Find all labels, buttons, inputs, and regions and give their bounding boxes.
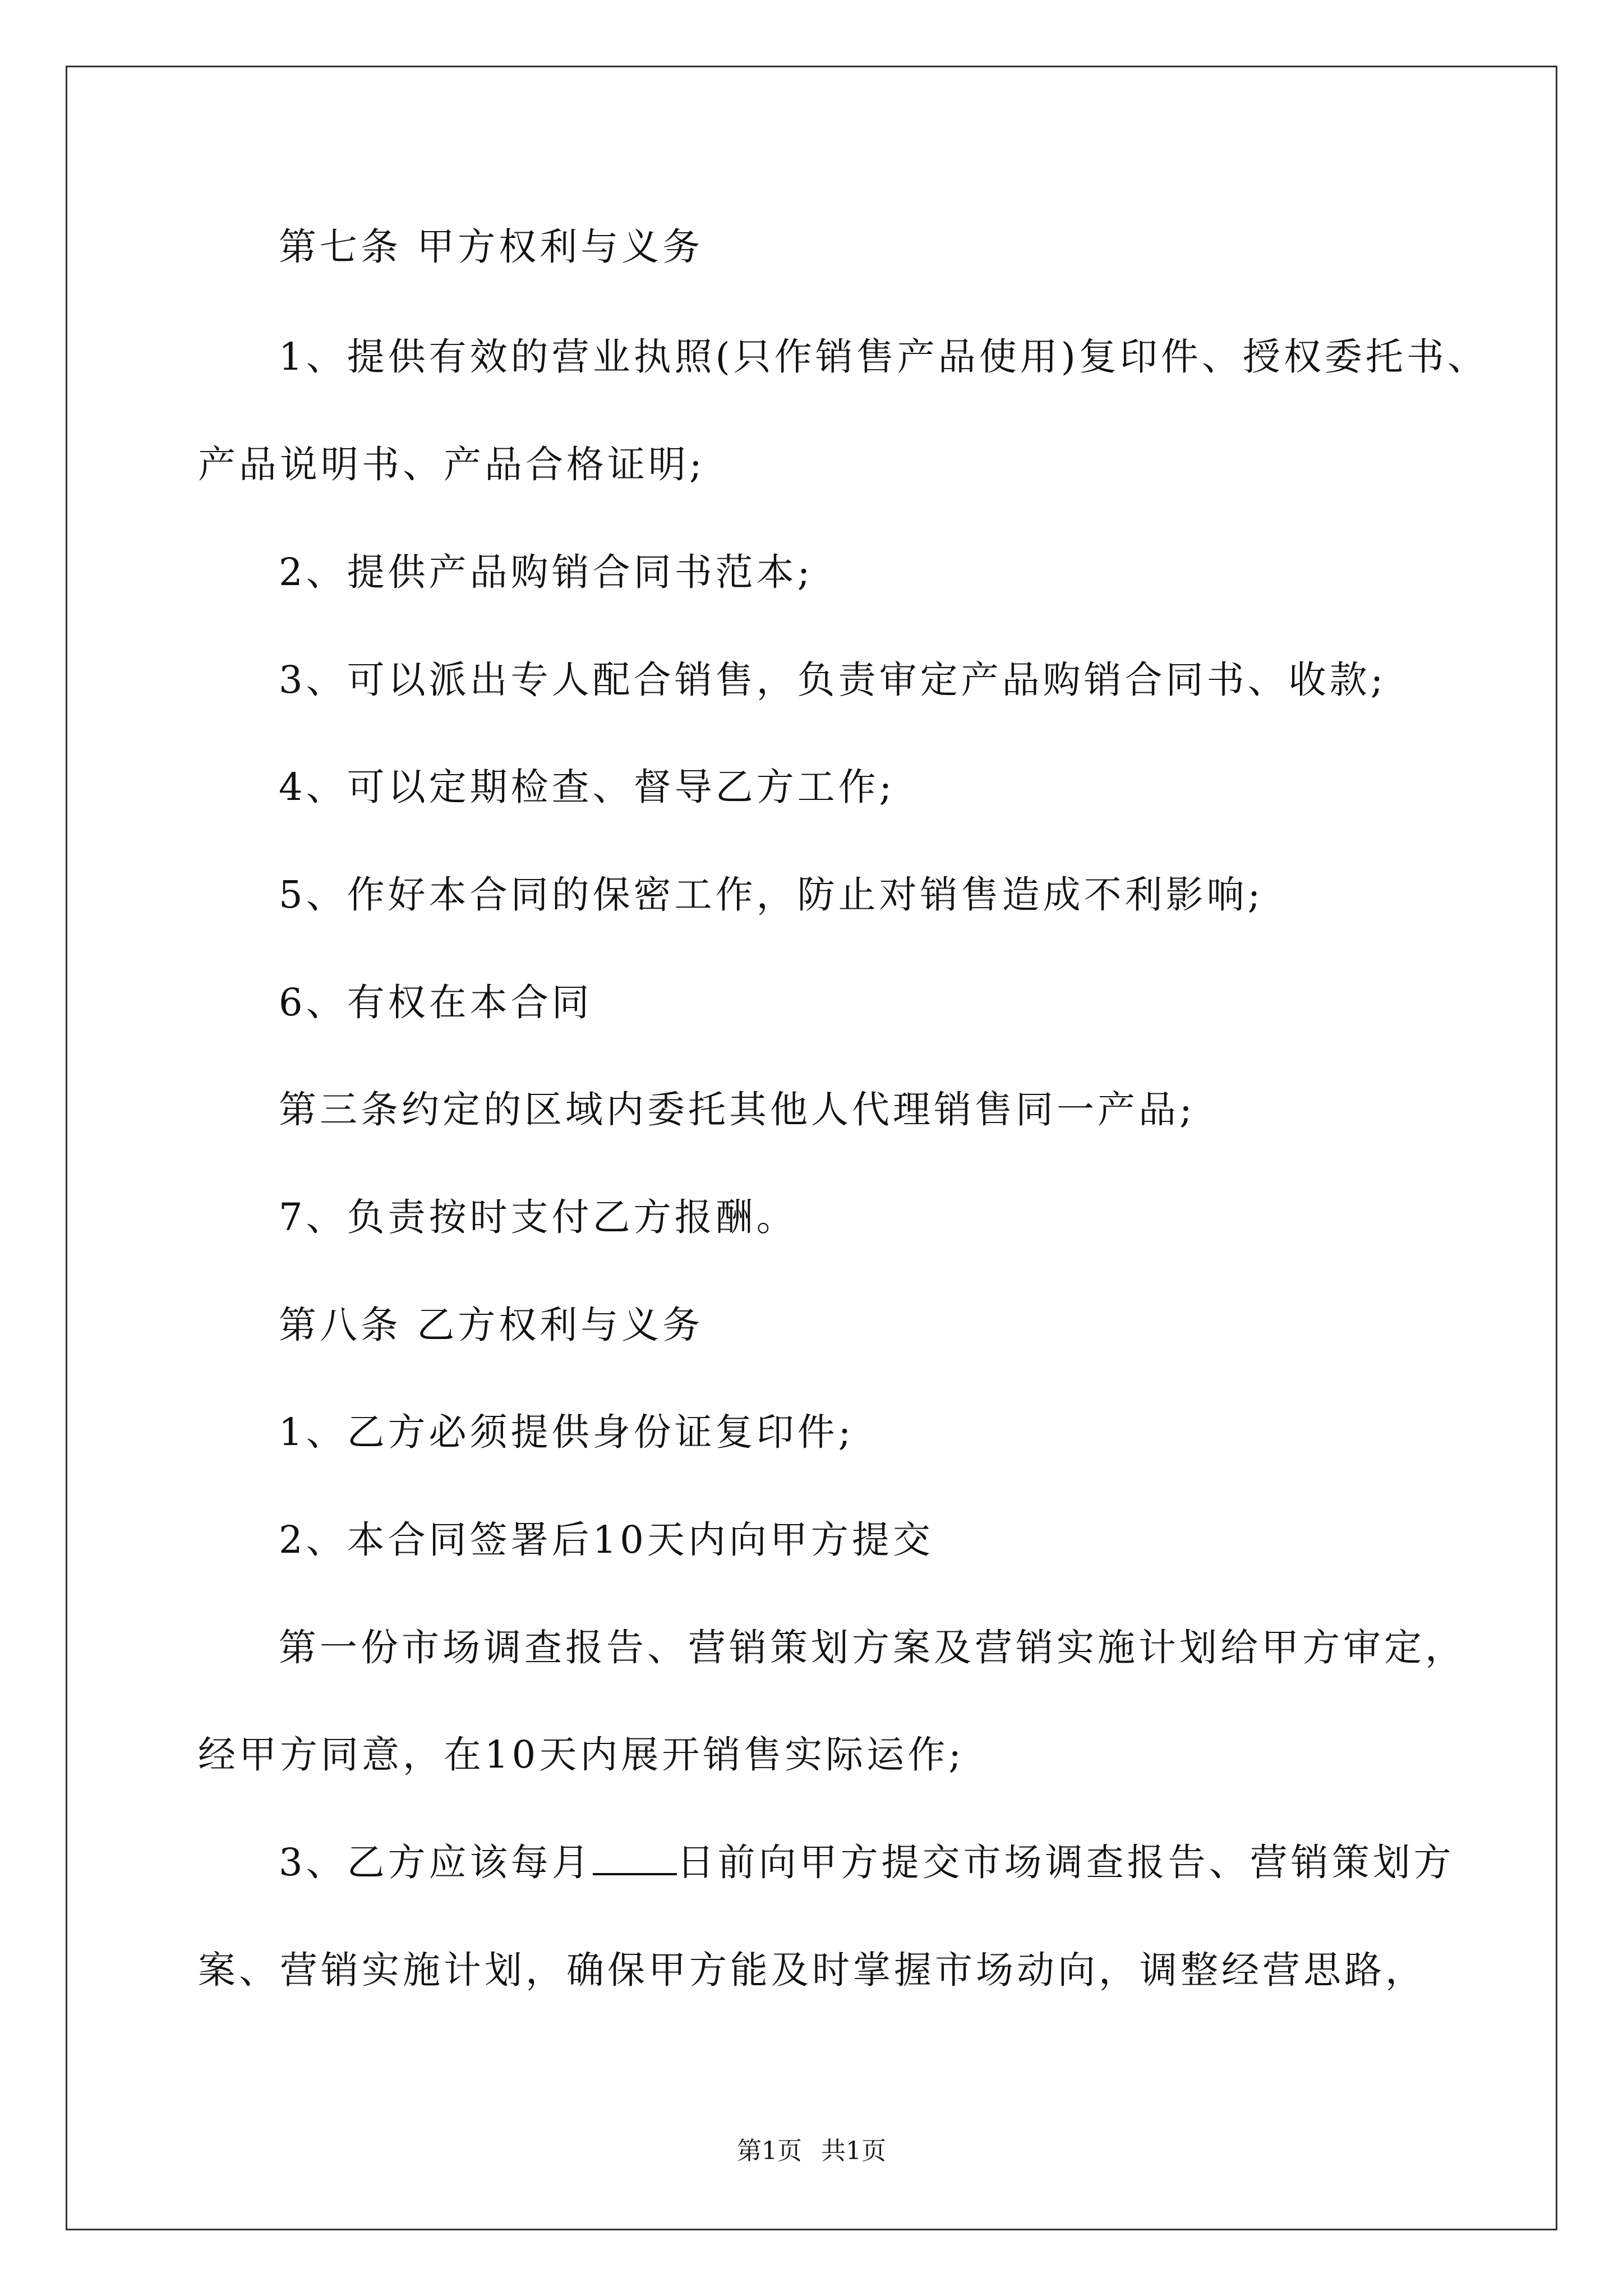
paragraph-line: 5、作好本合同的保密工作，防止对销售造成不利影响;: [279, 873, 1264, 917]
paragraph-line: 2、本合同签署后10天内向甲方提交: [279, 1518, 934, 1562]
paragraph-line: 第三条约定的区域内委托其他人代理销售同一产品;: [279, 1088, 1196, 1131]
paragraph-line: 6、有权在本合同: [279, 981, 593, 1024]
paragraph-line: 1、乙方必须提供身份证复印件;: [279, 1410, 855, 1454]
page-footer: [0, 2136, 1623, 2167]
paragraph-line: 1、提供有效的营业执照(只作销售产品使用)复印件、授权委托书、: [279, 335, 1488, 379]
paragraph-line: 产品说明书、产品合格证明;: [198, 443, 706, 486]
paragraph-line: 4、可以定期检查、督导乙方工作;: [279, 765, 896, 809]
paragraph-line: 2、提供产品购销合同书范本;: [279, 550, 814, 594]
line-text-before-blank: 3、乙方应该每月: [279, 1841, 593, 1884]
paragraph-line: 7、负责按时支付乙方报酬。: [279, 1195, 797, 1239]
page-number-total: 共1页: [821, 2137, 886, 2165]
page-number-current: 第1页: [737, 2137, 802, 2165]
paragraph-line: 第一份市场调查报告、营销策划方案及营销实施计划给甲方审定，: [279, 1626, 1466, 1669]
paragraph-line: 经甲方同意，在10天内展开销售实际运作;: [198, 1733, 965, 1777]
paragraph-line: 3、可以派出专人配合销售，负责审定产品购销合同书、收款;: [279, 658, 1387, 702]
article-8-heading: 第八条 乙方权利与义务: [279, 1303, 704, 1347]
article-7-heading: 第七条 甲方权利与义务: [279, 225, 704, 269]
fill-in-blank: [593, 1841, 677, 1875]
paragraph-line-with-blank: [279, 1840, 1455, 1885]
paragraph-line: 案、营销实施计划，确保甲方能及时掌握市场动向，调整经营思路，: [198, 1948, 1426, 1992]
line-text-after-blank: 日前向甲方提交市场调查报告、营销策划方: [676, 1841, 1455, 1884]
